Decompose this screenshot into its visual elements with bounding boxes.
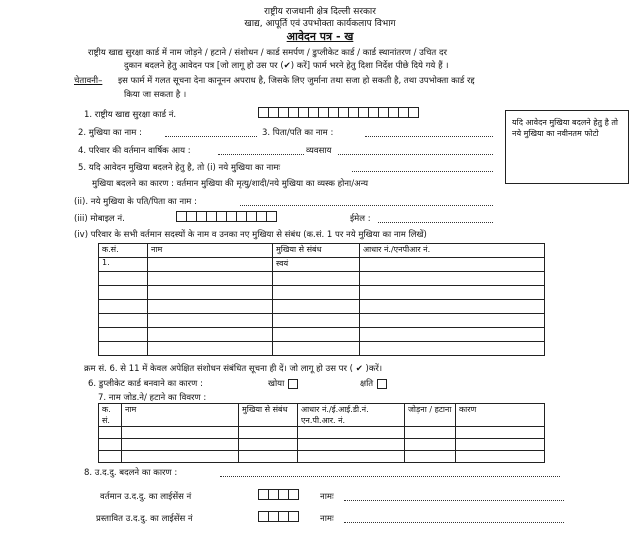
intro-line-2: दुकान बदलने हेतु आवेदन पत्र [जो लागू हो उस पर (✔) करें] फार्म भरने हेतु दिशा निर्देश पीछे दिये गये हैं । bbox=[124, 61, 449, 71]
department-title: खाद्य, आपूर्ति एवं उपभोक्ता कार्यकलाप विभाग bbox=[244, 19, 396, 29]
new-head-father-label: (ii). नये मुखिया के पति/पिता का नाम : bbox=[74, 197, 197, 207]
mobile-label: (iii) मोबाइल नं. bbox=[74, 214, 125, 224]
table-row[interactable]: 1. स्वयं bbox=[99, 258, 545, 272]
email-field[interactable] bbox=[378, 222, 493, 223]
note-text: क्रम सं. 6. से 11 में केवल अपेक्षित संशोधन संबंधित सूचना ही दें। जो लागू हो उस पर ( ✔ )करें। bbox=[84, 364, 383, 374]
col-sno: क.सं. bbox=[99, 244, 148, 258]
damage-option[interactable]: क्षति bbox=[360, 378, 387, 389]
current-license-boxes[interactable] bbox=[258, 489, 298, 500]
warning-line-1: इस फार्म में गलत सूचना देना कानूनन अपराध है, जिसके लिए जुर्माना तथा सजा हो सकती है, तथा उपभोक्ता कार्ड रद्द bbox=[118, 76, 475, 86]
father-name-label: 3. पिता/पति का नाम : bbox=[262, 128, 334, 138]
table-row[interactable] bbox=[99, 300, 545, 314]
govt-title: राष्ट्रीय राजधानी क्षेत्र दिल्ली सरकार bbox=[264, 7, 376, 17]
add-remove-table: क. सं. नाम मुखिया से संबंध आधार नं./ई.आई.डी.नं. एन.पी.आर. नं. जोड़ना / हटाना कारण bbox=[98, 403, 545, 463]
warning-label: चेतावनी– bbox=[74, 76, 103, 86]
email-label: ईमेल : bbox=[350, 214, 371, 224]
form-title: आवेदन पत्र - ख bbox=[286, 30, 354, 43]
lost-checkbox[interactable] bbox=[288, 379, 298, 389]
duplicate-label: 6. डुप्लीकेट कार्ड बनवाने का कारण : bbox=[88, 379, 203, 389]
col-name: नाम bbox=[148, 244, 273, 258]
current-license-name-field[interactable] bbox=[344, 500, 564, 501]
intro-line-1: राष्ट्रीय खाद्य सुरक्षा कार्ड में नाम जोड़ने / हटाने / संशोधन / कार्ड समर्पण / डुप्लीकेट कार्ड / कार्ड स्थानांतरण / उचित दर bbox=[88, 48, 447, 58]
new-head-father-field[interactable] bbox=[240, 205, 493, 206]
lost-option[interactable]: खोया bbox=[268, 378, 298, 389]
members-table bbox=[98, 243, 545, 356]
warning-line-2: किया जा सकता है । bbox=[124, 90, 187, 100]
ration-card-label: 1. राष्ट्रीय खाद्य सुरक्षा कार्ड नं. bbox=[84, 110, 177, 120]
members-label: (iv) परिवार के सभी वर्तमान सदस्यों के नाम व उनका नए मुखिया से संबंध (क.सं. 1 पर नये मुखिया का नाम लिखें) bbox=[74, 230, 427, 240]
add-remove-label: 7. नाम जोड.ने/ हटाने का विवरण : bbox=[98, 393, 207, 403]
table-row[interactable] bbox=[99, 328, 545, 342]
photo-box: यदि आवेदन मुखिया बदलने हेतु है तो नये मुखिया का नवीनतम फोटो bbox=[505, 110, 629, 184]
income-field[interactable] bbox=[218, 154, 304, 155]
proposed-license-boxes[interactable] bbox=[258, 511, 298, 522]
occupation-label: व्यवसाय bbox=[306, 146, 332, 156]
proposed-license-name-label: नामः bbox=[320, 514, 334, 524]
occupation-field[interactable] bbox=[338, 154, 493, 155]
table-row[interactable] bbox=[99, 286, 545, 300]
table-row[interactable] bbox=[99, 427, 545, 439]
proposed-license-label: प्रस्तावित उ.द.दु. का लाईसेंस नं bbox=[96, 514, 193, 524]
table-row[interactable] bbox=[99, 439, 545, 451]
change-reason: मुखिया बदलने का कारण : वर्तमान मुखिया की मृत्यु/शादी/नये मुखिया का व्यस्क होना/अन्य bbox=[92, 179, 369, 189]
current-license-name-label: नामः bbox=[320, 492, 334, 502]
proposed-license-name-field[interactable] bbox=[344, 522, 564, 523]
ration-card-number-boxes[interactable] bbox=[258, 107, 418, 118]
current-license-label: वर्तमान उ.द.दु. का लाईसेंस नं bbox=[100, 492, 192, 502]
damage-checkbox[interactable] bbox=[377, 379, 387, 389]
col-relation: मुखिया से संबंध bbox=[273, 244, 360, 258]
mobile-number-boxes[interactable] bbox=[176, 211, 276, 222]
fps-change-label: 8. उ.द.दु. बदलने का कारण : bbox=[84, 468, 178, 478]
table-row[interactable] bbox=[99, 272, 545, 286]
fps-change-field[interactable] bbox=[220, 476, 560, 477]
col-aadhaar: आधार नं./एनपीआर नं. bbox=[360, 244, 545, 258]
table-row[interactable] bbox=[99, 342, 545, 356]
new-head-field[interactable] bbox=[352, 171, 493, 172]
income-label: 4. परिवार की वर्तमान वार्षिक आय : bbox=[78, 146, 191, 156]
father-name-field[interactable] bbox=[365, 136, 493, 137]
head-name-field[interactable] bbox=[165, 136, 257, 137]
table-row[interactable] bbox=[99, 451, 545, 463]
head-name-label: 2. मुखिया का नाम : bbox=[78, 128, 142, 138]
table-row[interactable] bbox=[99, 314, 545, 328]
new-head-label: 5. यदि आवेदन मुखिया बदलने हेतु है, तो (i) नये मुखिया का नामः bbox=[78, 163, 281, 173]
